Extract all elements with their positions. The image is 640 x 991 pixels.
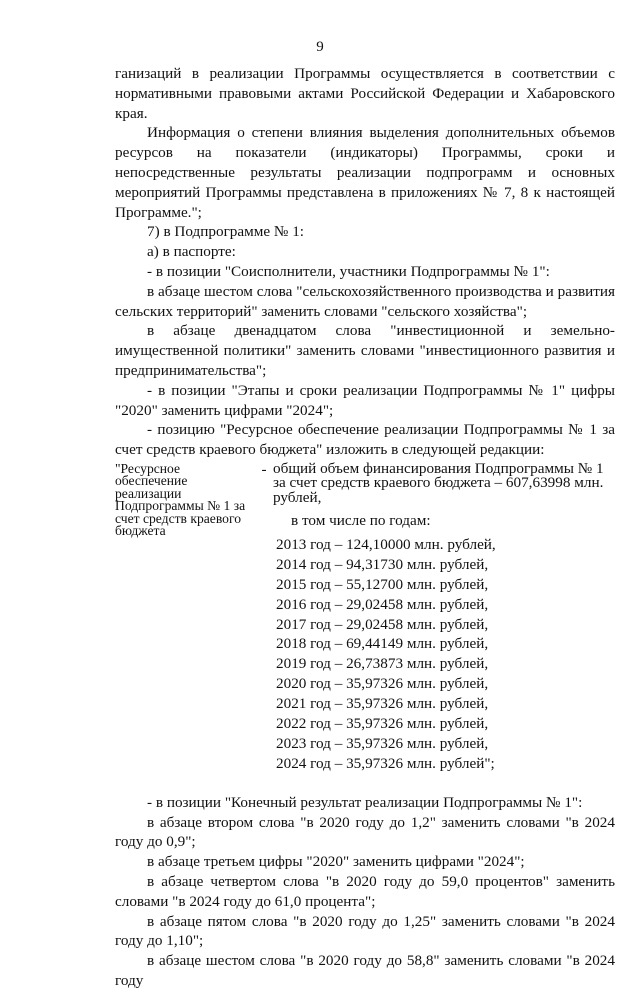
page-number: 9 <box>316 39 324 55</box>
paragraph-sixth-abzac: в абзаце шестом слова "сельскохозяйственного производства и развития сельских территорий" заменить словами "сельского хозяйства"; <box>115 282 615 320</box>
paragraph-sixth-abzac-final: в абзаце шестом слова "в 2020 году до 58,8" заменить словами "в 2024 году <box>115 952 615 989</box>
year-funding-item: 2020 год – 35,97326 млн. рублей, <box>276 675 489 693</box>
year-funding-item: 2015 год – 55,12700 млн. рублей, <box>276 575 489 593</box>
after-passport-section <box>115 793 615 991</box>
year-funding-item: 2024 год – 35,97326 млн. рублей"; <box>276 754 495 772</box>
passport-position-label: "Ресурсное обеспечение реализации Подпрограммы № 1 за счет средств краевого бюджета <box>115 460 246 539</box>
year-funding-item: 2023 год – 35,97326 млн. рублей, <box>276 735 489 752</box>
year-funding-item: 2016 год – 29,02458 млн. рублей, <box>276 595 489 613</box>
year-funding-item: 2018 год – 69,44149 млн. рублей, <box>276 635 489 653</box>
paragraph-third-abzac: в абзаце третьем цифры "2020" заменить цифрами "2024"; <box>147 853 525 871</box>
passport-table <box>115 459 615 774</box>
passport-position-value <box>273 459 615 774</box>
year-funding-item: 2017 год – 29,02458 млн. рублей, <box>276 615 489 633</box>
passport-total-funding: общий объем финансирования Подпрограммы № 1 за счет средств краевого бюджета – 607,63998 млн. рублей, <box>273 459 604 506</box>
funding-by-year-list <box>273 535 615 774</box>
paragraph-fourth-abzac: в абзаце четвертом слова "в 2020 году до 59,0 процентов" заменить словами "в 2024 году до 61,0 процента"; <box>115 873 615 910</box>
paragraph-position-coexecutors: - в позиции "Соисполнители, участники Подпрограммы № 1": <box>147 262 550 280</box>
paragraph-continuation: ганизаций в реализации Программы осуществляется в соответствии с нормативными правовыми актами Российской Федерации и Хабаровского края. <box>115 65 615 122</box>
year-funding-item: 2014 год – 94,31730 млн. рублей, <box>276 555 489 573</box>
year-funding-item: 2013 год – 124,10000 млн. рублей, <box>276 535 496 553</box>
year-funding-item: 2022 год – 35,97326 млн. рублей, <box>276 715 489 733</box>
passport-dash: - <box>261 460 267 478</box>
paragraph-twelfth-abzac: в абзаце двенадцатом слова "инвестиционной и земельно-имущественной политики" заменить словами "инвестиционного развития и предпринимательства"; <box>115 322 615 379</box>
document-body <box>115 64 615 991</box>
paragraph-second-abzac: в абзаце втором слова "в 2020 году до 1,2" заменить словами "в 2024 году до 0,9"; <box>115 813 615 851</box>
paragraph-stages-terms: - в позиции "Этапы и сроки реализации Подпрограммы № 1" цифры "2020" заменить цифрами "2024"; <box>115 381 615 419</box>
year-funding-item: 2019 год – 26,73873 млн. рублей, <box>276 655 489 673</box>
paragraph-final-result-position: - в позиции "Конечный результат реализации Подпрограммы № 1": <box>147 793 583 811</box>
paragraph-fifth-abzac: в абзаце пятом слова "в 2020 году до 1,25" заменить словами "в 2024 году до 1,10"; <box>115 912 615 950</box>
paragraph-resource-support: - позицию "Ресурсное обеспечение реализации Подпрограммы № 1 за счет средств краевого бюджета" изложить в следующей редакции: <box>115 421 615 459</box>
passport-by-years-heading: в том числе по годам: <box>291 512 431 530</box>
paragraph-info-resources: Информация о степени влияния выделения дополнительных объемов ресурсов на показатели (индикаторы) Программы, сроки и непосредственные результаты реализации подпрограмм и основных мероприятий Программы представлена в приложениях № 7, 8 к настоящей Программе."; <box>115 124 615 221</box>
paragraph-item-7: 7) в Подпрограмме № 1: <box>147 223 305 241</box>
year-funding-item: 2021 год – 35,97326 млн. рублей, <box>276 695 489 713</box>
paragraph-subitem-a: а) в паспорте: <box>147 243 236 261</box>
